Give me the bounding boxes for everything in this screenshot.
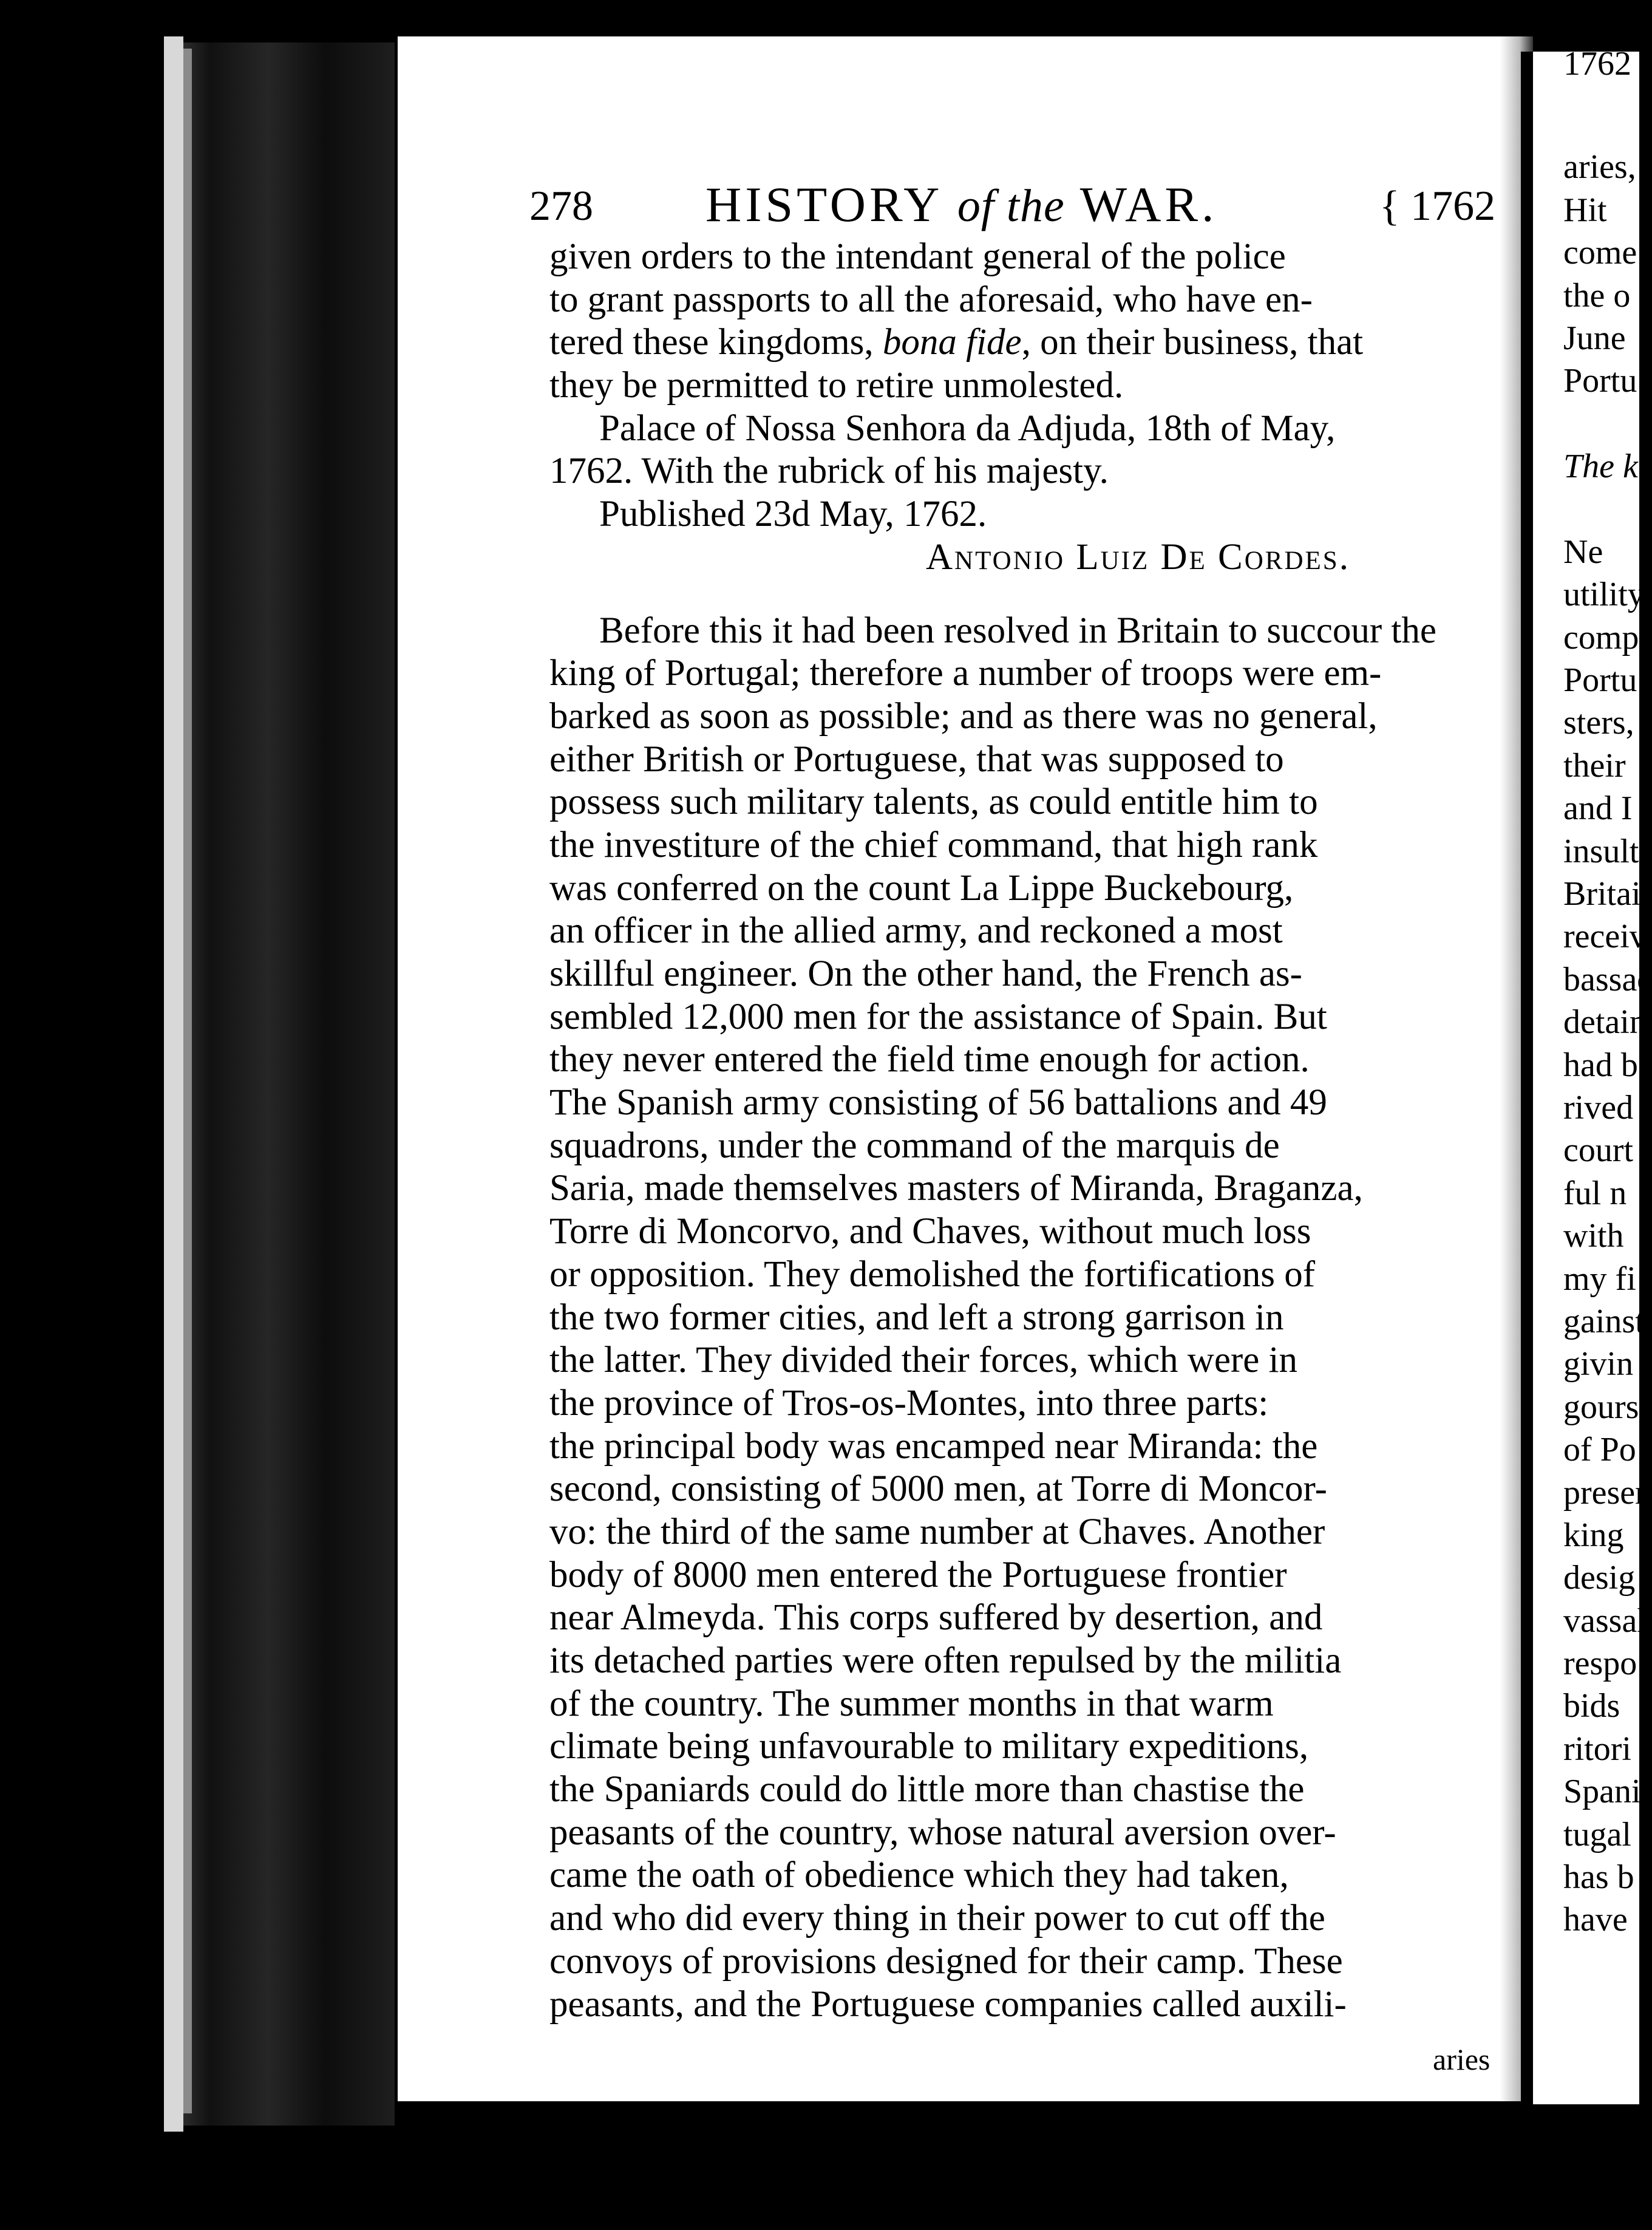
catchword: aries (1433, 2042, 1491, 2076)
facing-page-line: has b (1563, 1858, 1634, 1897)
facing-page-line: and I (1563, 789, 1633, 828)
facing-page-line: Ne (1563, 533, 1603, 571)
facing-page-line: June (1563, 319, 1626, 357)
paragraph-line: Before this it had been resolved in Britain to succour the (599, 610, 1436, 651)
facing-page-line: their (1563, 746, 1626, 785)
facing-page-head: 1762 (1563, 45, 1631, 83)
paragraph-line: Saria, made themselves masters of Miranda, Braganza, (549, 1168, 1363, 1209)
paragraph-line: an officer in the allied army, and reckoned a most (549, 910, 1283, 952)
paragraph-line: the investiture of the chief command, that high rank (549, 824, 1318, 865)
paragraph-line: and who did every thing in their power to cut off the (549, 1898, 1325, 1939)
facing-page-line (1563, 403, 1639, 445)
paragraph-line: peasants of the country, whose natural aversion over- (549, 1812, 1336, 1853)
facing-page-line: aries, (1563, 148, 1636, 186)
facing-page-line: gainst (1563, 1302, 1645, 1340)
facing-page-line: The k (1563, 448, 1638, 486)
palace-line: Palace of Nossa Senhora da Adjuda, 18th of May, (599, 407, 1336, 449)
facing-page-line: tugal (1563, 1815, 1631, 1853)
paragraph-line: climate being unfavourable to military expeditions, (549, 1726, 1309, 1767)
facing-page-line: receiv (1563, 918, 1647, 956)
facing-page-line: come (1563, 234, 1637, 272)
facing-page-line: ful n (1563, 1174, 1627, 1212)
paragraph-line: the principal body was encamped near Miranda: the (549, 1425, 1318, 1467)
facing-page-text (1563, 45, 1652, 1942)
text-line: tered these kingdoms, bona fide, on their business, that (549, 322, 1364, 363)
facing-page-line: utility (1563, 576, 1645, 614)
paragraph-line: the province of Tros-os-Montes, into three parts: (549, 1382, 1269, 1424)
facing-page-line: gours (1563, 1388, 1639, 1426)
paragraph-line: vo: the third of the same number at Chaves. Another (549, 1511, 1325, 1552)
paragraph-line: its detached parties were often repulsed by the militia (549, 1640, 1342, 1681)
text-line: they be permitted to retire unmolested. (549, 365, 1124, 406)
paragraph-line: was conferred on the count La Lippe Buckebourg, (549, 867, 1294, 909)
paragraph-line: body of 8000 men entered the Portuguese frontier (549, 1554, 1287, 1595)
paragraph-line: came the oath of obedience which they had taken, (549, 1855, 1289, 1896)
book-binding (164, 43, 395, 2126)
book-edge-shadow (183, 49, 192, 2113)
paragraph-line: sembled 12,000 men for the assistance of Spain. But (549, 996, 1327, 1037)
paragraph-line: the Spaniards could do little more than chastise the (549, 1769, 1305, 1810)
facing-page-line: desig (1563, 1559, 1636, 1597)
page-body (549, 236, 1500, 2026)
facing-page-line: respo (1563, 1645, 1637, 1683)
paragraph-line: or opposition. They demolished the fortifications of (549, 1253, 1316, 1295)
facing-page-line: court (1563, 1131, 1634, 1170)
paragraph (549, 610, 1500, 2027)
facing-page-line: bassac (1563, 960, 1652, 998)
paragraph-line: second, consisting of 5000 men, at Torre di Moncor- (549, 1468, 1327, 1510)
running-title: HISTORY of the WAR. (705, 177, 1218, 232)
paragraph-line: either British or Portuguese, that was supposed to (549, 738, 1284, 780)
facing-page-line: preser (1563, 1473, 1647, 1512)
facing-page-line: had b (1563, 1046, 1638, 1084)
facing-page-line: king (1563, 1516, 1624, 1554)
facing-page-line: ritori (1563, 1730, 1631, 1768)
facing-page-line (1563, 488, 1639, 531)
paragraph-line: king of Portugal; therefore a number of troops were em- (549, 653, 1382, 694)
paragraph-line: squadrons, under the command of the marquis de (549, 1125, 1280, 1166)
paragraph-line: possess such military talents, as could entitle him to (549, 782, 1318, 823)
facing-page-line: insult (1563, 832, 1639, 870)
paragraph-line: they never entered the field time enough for action. (549, 1039, 1310, 1080)
facing-page-line: Portu (1563, 362, 1637, 400)
running-head (529, 176, 1501, 243)
facing-page-line: Hit (1563, 191, 1607, 229)
facing-page-line: of Po (1563, 1431, 1636, 1469)
facing-page-line: comp (1563, 618, 1639, 656)
paragraph-gap (549, 579, 1500, 610)
paragraph-line: The Spanish army consisting of 56 battalions and 49 (549, 1082, 1327, 1124)
paragraph-line: near Almeyda. This corps suffered by desertion, and (549, 1597, 1323, 1638)
facing-page-line: with (1563, 1217, 1624, 1255)
facing-page-line: vassal (1563, 1601, 1647, 1640)
facing-page-line: Portu (1563, 661, 1637, 700)
paragraph-line: skillful engineer. On the other hand, the French as- (549, 953, 1302, 994)
text-line: given orders to the intendant general of the police (549, 236, 1286, 277)
paragraph-line: the two former cities, and left a strong garrison in (549, 1297, 1284, 1338)
facing-page-line: Spani (1563, 1773, 1641, 1811)
facing-page-line: my fi (1563, 1260, 1636, 1298)
signature: Antonio Luiz De Cordes. (926, 536, 1350, 578)
paragraph-line: of the country. The summer months in that warm (549, 1683, 1274, 1724)
running-year: { 1762 (1379, 183, 1496, 230)
facing-page-line: bids (1563, 1687, 1620, 1725)
facing-page-line: givin (1563, 1345, 1634, 1383)
facing-page-line: have (1563, 1901, 1628, 1939)
facing-page-line: rived (1563, 1088, 1634, 1127)
facing-page-line: Britai (1563, 875, 1641, 913)
facing-page-line: sters, (1563, 704, 1634, 742)
paragraph-line: convoys of provisions designed for their camp. These (549, 1940, 1343, 1982)
paragraph-line: Torre di Moncorvo, and Chaves, without much loss (549, 1211, 1311, 1252)
page-number: 278 (529, 183, 593, 230)
facing-page-line: detain (1563, 1003, 1647, 1042)
paragraph-line: the latter. They divided their forces, which were in (549, 1340, 1298, 1381)
text-line: to grant passports to all the aforesaid, who have en- (549, 279, 1313, 320)
facing-page-line: the o (1563, 276, 1631, 315)
palace-line: 1762. With the rubrick of his majesty. (549, 451, 1109, 492)
paragraph-line: peasants, and the Portuguese companies called auxili- (549, 1983, 1347, 2025)
paragraph-line: barked as soon as possible; and as there was no general, (549, 695, 1378, 737)
published-line: Published 23d May, 1762. (599, 494, 987, 535)
book-edge (164, 36, 183, 2132)
